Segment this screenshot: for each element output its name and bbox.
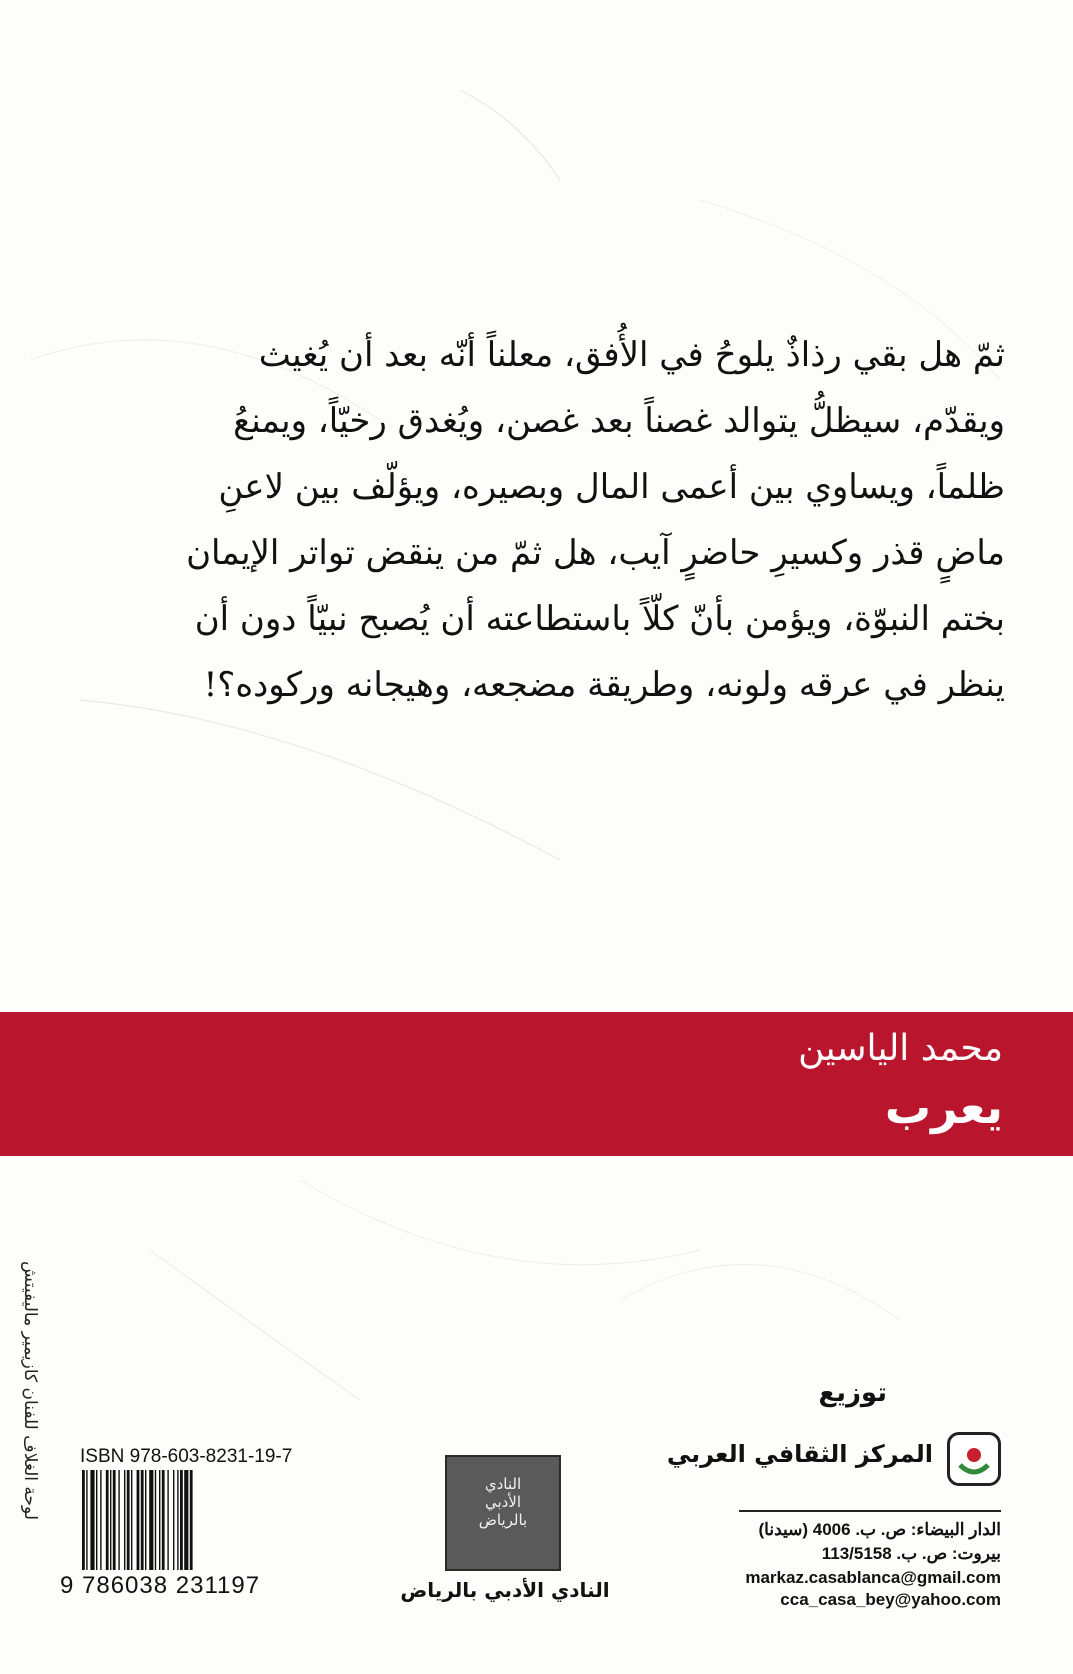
- literary-club-name: النادي الأدبي بالرياض: [400, 1578, 610, 1602]
- barcode-bar: [106, 1470, 109, 1570]
- barcode-bar: [100, 1470, 101, 1570]
- barcode-bar: [124, 1470, 125, 1570]
- barcode-bar: [162, 1470, 165, 1570]
- flower-icon: [950, 1435, 998, 1483]
- barcode-bar: [96, 1470, 97, 1570]
- barcode-bar: [190, 1470, 193, 1570]
- club-logo-line: النادي: [484, 1475, 522, 1493]
- barcode-bar: [159, 1470, 160, 1570]
- barcode-bar: [177, 1470, 178, 1570]
- arab-cultural-center-logo: [947, 1432, 1001, 1486]
- barcode-bar: [131, 1470, 132, 1570]
- barcode-bar: [86, 1470, 87, 1570]
- barcode-bar: [113, 1470, 116, 1570]
- blurb-line: ينظر في عرقه ولونه، وطريقة مضجعه، وهيجانه وركوده؟!: [203, 665, 1005, 705]
- email-casablanca: markaz.casablanca@gmail.com: [745, 1568, 1001, 1587]
- barcode-bar: [82, 1470, 85, 1570]
- barcode-bar: [145, 1470, 146, 1570]
- blurb-line: ماضٍ قذر وكسيرِ حاضرٍ آيب، هل ثمّ من ينقض تواتر الإيمان: [186, 533, 1005, 573]
- back-cover-blurb: [186, 322, 1005, 718]
- divider: [739, 1510, 1001, 1512]
- address-beirut: بيروت: ص. ب. 113/5158: [821, 1544, 1001, 1563]
- distribution-label: توزيع: [818, 1378, 887, 1408]
- barcode-bar: [180, 1470, 183, 1570]
- barcode-bar: [149, 1470, 153, 1570]
- distributor-name: المركز الثقافي العربي: [666, 1440, 933, 1468]
- barcode-bar: [184, 1470, 188, 1570]
- barcode: [80, 1470, 270, 1570]
- club-logo-line: الأدبي: [484, 1493, 522, 1511]
- email-beirut: cca_casa_bey@yahoo.com: [780, 1590, 1001, 1609]
- literary-club-logo: [445, 1455, 561, 1571]
- blurb-line: ويقدّم، سيظلُّ يتوالد غصناً بعد غصن، ويُغدق رخيّاً، ويمنعُ: [233, 401, 1005, 441]
- blurb-line: ثمّ هل بقي رذاذٌ يلوحُ في الأُفق، معلناً أنّه بعد أن يُغيث: [258, 335, 1005, 375]
- cover-art-credit: لوحة الغلاف للفنان كازيمير ماليفيتش: [20, 1261, 40, 1520]
- barcode-bar: [110, 1470, 111, 1570]
- barcode-bar: [127, 1470, 130, 1570]
- book-title: يعرب: [884, 1080, 1003, 1134]
- barcode-bar: [141, 1470, 144, 1570]
- author-name: محمد الياسين: [798, 1028, 1003, 1069]
- blurb-line: بختم النبوّة، ويؤمن بأنّ كلّاً باستطاعته أن يُصبح نبيّاً دون أن: [194, 599, 1005, 639]
- barcode-bar: [155, 1470, 156, 1570]
- club-logo-line: بالرياض: [478, 1511, 528, 1529]
- barcode-bar: [173, 1470, 174, 1570]
- blurb-line: ظلماً، ويساوي بين أعمى المال وبصيره، ويؤلّف بين لاعنِ: [218, 467, 1005, 507]
- address-casablanca: الدار البيضاء: ص. ب. 4006 (سيدنا): [758, 1520, 1001, 1539]
- isbn-label: ISBN 978-603-8231-19-7: [80, 1446, 293, 1467]
- barcode-digits: 9 786038 231197: [60, 1572, 261, 1599]
- barcode-bar: [118, 1470, 119, 1570]
- barcode-bar: [90, 1470, 94, 1570]
- barcode-bar: [137, 1470, 140, 1570]
- barcode-bar: [167, 1470, 168, 1570]
